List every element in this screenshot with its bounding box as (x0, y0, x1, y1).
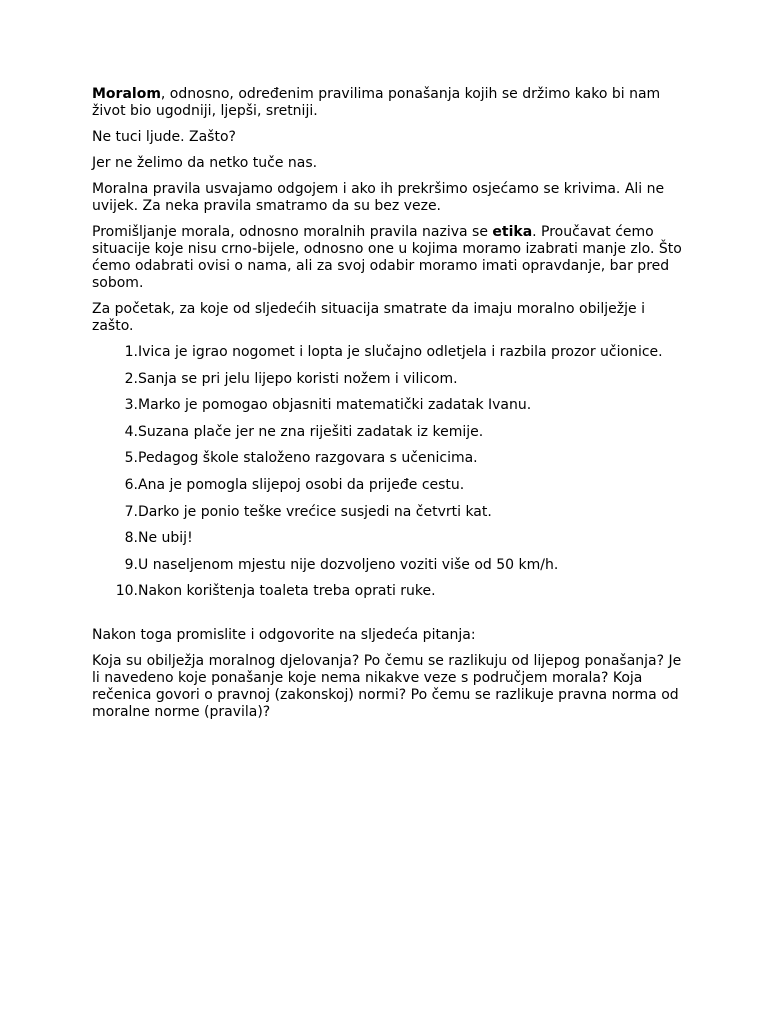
paragraph-question: Ne tuci ljude. Zašto? (92, 129, 236, 145)
list-text: U naseljenom mjestu nije dozvoljeno voziti više od 50 km/h. (138, 556, 559, 573)
list-item (92, 557, 682, 574)
list-text: Darko je ponio teške vrećice susjedi na četvrti kat. (138, 503, 492, 520)
list-number: 6. (124, 476, 138, 493)
list-text: Suzana plače jer ne zna riješiti zadatak iz kemije. (138, 423, 484, 440)
paragraph-task-intro: Za početak, za koje od sljedećih situacija smatrate da imaju moralno obilježje i zašto. (92, 301, 645, 334)
list-number: 10. (115, 583, 138, 600)
list-text: Ana je pomogla slijepoj osobi da prijeđe cestu. (138, 476, 465, 493)
term-moralom: Moralom (92, 86, 161, 102)
list-item (92, 450, 682, 467)
definition-text: , odnosno, određenim pravilima ponašanja kojih se držimo kako bi nam život bio ugodniji, ljepši, sretniji. (92, 86, 661, 119)
paragraph-ethics (92, 224, 682, 292)
list-text: Nakon korištenja toaleta treba oprati ruke. (138, 583, 436, 600)
document-body (92, 86, 682, 730)
paragraph-questions: Koja su obilježja moralnog djelovanja? Po čemu se razlikuju od lijepog ponašanja? Je li navedeno koje ponašanje koje nema nikakve veze s područjem morala? Koja rečenica govori o pravnoj (zakonskoj) normi? Po čemu se razlikuje pravna norma od moralne norme (pravila)? (92, 652, 682, 720)
list-text: Ivica je igrao nogomet i lopta je slučajno odletjela i razbila prozor učionice. (138, 344, 663, 360)
list-number: 8. (124, 530, 138, 547)
paragraph-answer: Jer ne želimo da netko tuče nas. (92, 155, 318, 171)
list-number: 1. (124, 344, 138, 360)
list-text: Pedagog škole staloženo razgovara s učenicima. (138, 450, 478, 467)
term-etika: etika (492, 224, 533, 240)
list-item (92, 477, 682, 494)
list-number: 2. (124, 370, 138, 387)
paragraph-instructions: Nakon toga promislite i odgovorite na sljedeća pitanja: (92, 626, 476, 643)
ethics-text-a: Promišljanje morala, odnosno moralnih pravila naziva se (92, 224, 493, 240)
ethics-text-b: . Proučavat ćemo situacije koje nisu crno-bijele, odnosno one u kojima moramo izabrati manje zlo. Što ćemo odabrati ovisi o nama, ali za svoj odabir moramo imati opravdanje, bar pred sobom. (92, 224, 682, 291)
paragraph-moral-rules: Moralna pravila usvajamo odgojem i ako ih prekršimo osjećamo se krivima. Ali ne uvijek. Za neka pravila smatramo da su bez veze. (92, 181, 665, 214)
list-item (92, 424, 682, 441)
list-item (92, 397, 682, 414)
list-number: 3. (124, 397, 138, 414)
list-item (92, 371, 682, 388)
list-number: 4. (124, 423, 138, 440)
list-number: 5. (124, 450, 138, 467)
spacer (92, 610, 682, 627)
situation-list (92, 344, 682, 600)
list-text: Ne ubij! (138, 530, 193, 547)
list-item (92, 344, 682, 361)
paragraph-definition (92, 86, 682, 120)
list-number: 9. (124, 556, 138, 573)
list-text: Marko je pomogao objasniti matematički zadatak Ivanu. (138, 397, 532, 414)
list-item (92, 504, 682, 521)
list-number: 7. (124, 503, 138, 520)
list-item (92, 530, 682, 547)
list-text: Sanja se pri jelu lijepo koristi nožem i vilicom. (138, 370, 458, 387)
list-item (92, 583, 682, 600)
